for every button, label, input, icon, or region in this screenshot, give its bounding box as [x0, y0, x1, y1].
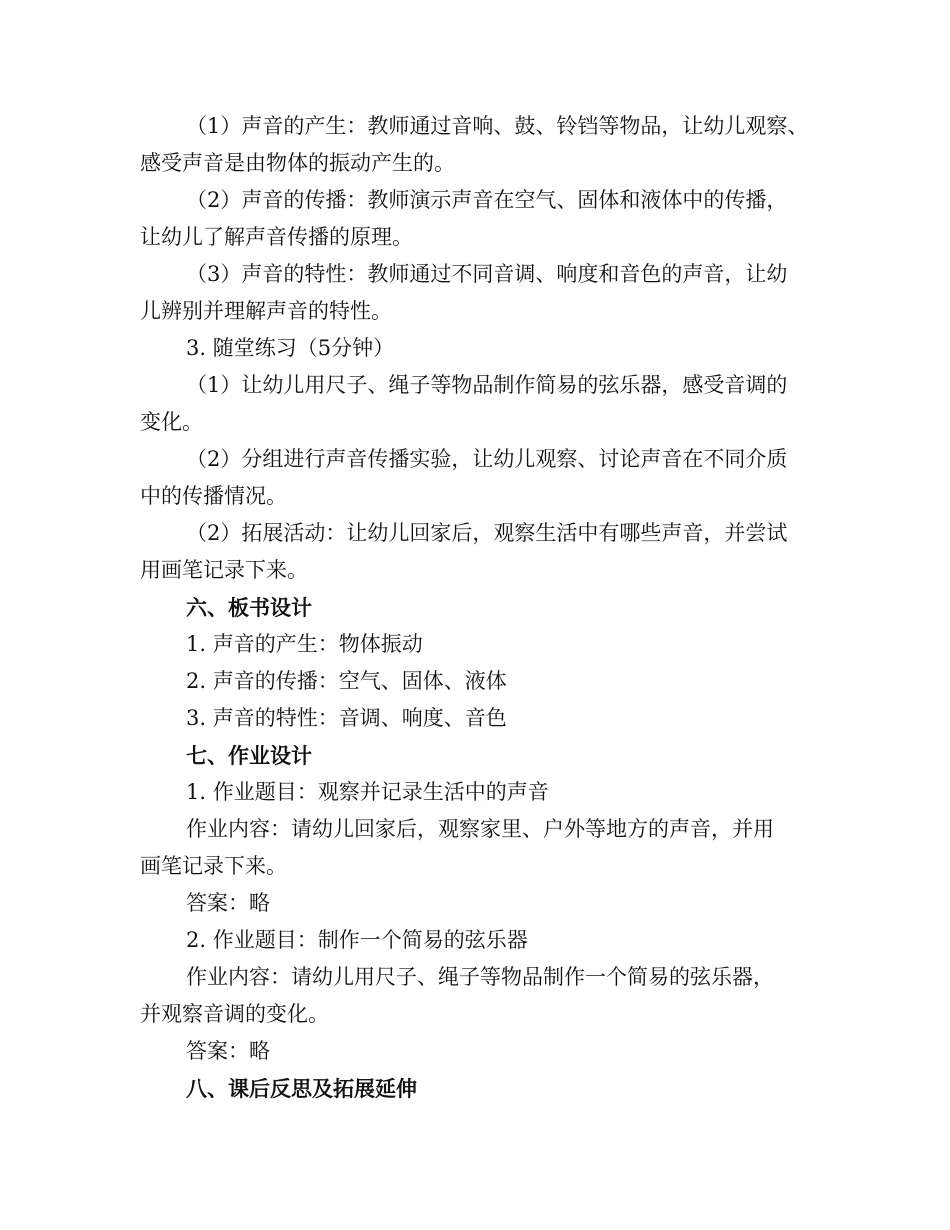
paragraph-line: 用画笔记录下来。	[140, 558, 308, 582]
section-heading	[140, 1070, 820, 1107]
paragraph-line: 1. 声音的产生：物体振动	[186, 632, 423, 656]
paragraph	[140, 959, 820, 1033]
paragraph	[140, 330, 820, 367]
paragraph-line: 作业内容：请幼儿用尺子、绳子等物品制作一个简易的弦乐器，	[186, 965, 774, 989]
paragraph-line: 2. 作业题目：制作一个简易的弦乐器	[186, 928, 528, 952]
paragraph-line: （3）声音的特性：教师通过不同音调、响度和音色的声音，让幼	[186, 262, 788, 286]
heading-text: 六、板书设计	[186, 595, 312, 620]
paragraph	[140, 367, 820, 441]
paragraph	[140, 922, 820, 959]
heading-text: 八、课后反思及拓展延伸	[186, 1076, 417, 1101]
paragraph	[140, 885, 820, 922]
paragraph-line: 变化。	[140, 410, 203, 434]
paragraph-line: 3. 声音的特性：音调、响度、音色	[186, 706, 507, 730]
paragraph-line: 儿辨别并理解声音的特性。	[140, 299, 392, 323]
paragraph	[140, 1033, 820, 1070]
paragraph-line: 答案：略	[186, 1039, 270, 1063]
paragraph-line: （2）拓展活动：让幼儿回家后，观察生活中有哪些声音，并尝试	[186, 521, 788, 545]
paragraph-line: 让幼儿了解声音传播的原理。	[140, 225, 413, 249]
paragraph	[140, 108, 820, 182]
paragraph-line: （1）声音的产生：教师通过音响、鼓、铃铛等物品，让幼儿观察、	[186, 114, 809, 138]
paragraph-line: （1）让幼儿用尺子、绳子等物品制作简易的弦乐器，感受音调的	[186, 373, 788, 397]
paragraph	[140, 441, 820, 515]
section-heading	[140, 589, 820, 626]
paragraph	[140, 515, 820, 589]
paragraph-line: 3. 随堂练习（5分钟）	[186, 336, 395, 360]
paragraph-line: 中的传播情况。	[140, 484, 287, 508]
paragraph	[140, 182, 820, 256]
document-body	[140, 108, 820, 1107]
paragraph-line: （2）分组进行声音传播实验，让幼儿观察、讨论声音在不同介质	[186, 447, 788, 471]
paragraph-line: 作业内容：请幼儿回家后，观察家里、户外等地方的声音，并用	[186, 817, 774, 841]
paragraph	[140, 811, 820, 885]
paragraph-line: 2. 声音的传播：空气、固体、液体	[186, 669, 507, 693]
paragraph-line: 感受声音是由物体的振动产生的。	[140, 151, 455, 175]
paragraph-line: 并观察音调的变化。	[140, 1002, 329, 1026]
section-heading	[140, 737, 820, 774]
paragraph	[140, 700, 820, 737]
paragraph	[140, 626, 820, 663]
heading-text: 七、作业设计	[186, 743, 312, 768]
paragraph	[140, 663, 820, 700]
paragraph-line: 答案：略	[186, 891, 270, 915]
paragraph-line: 画笔记录下来。	[140, 854, 287, 878]
paragraph-line: （2）声音的传播：教师演示声音在空气、固体和液体中的传播，	[186, 188, 788, 212]
paragraph-line: 1. 作业题目：观察并记录生活中的声音	[186, 780, 549, 804]
paragraph	[140, 774, 820, 811]
paragraph	[140, 256, 820, 330]
